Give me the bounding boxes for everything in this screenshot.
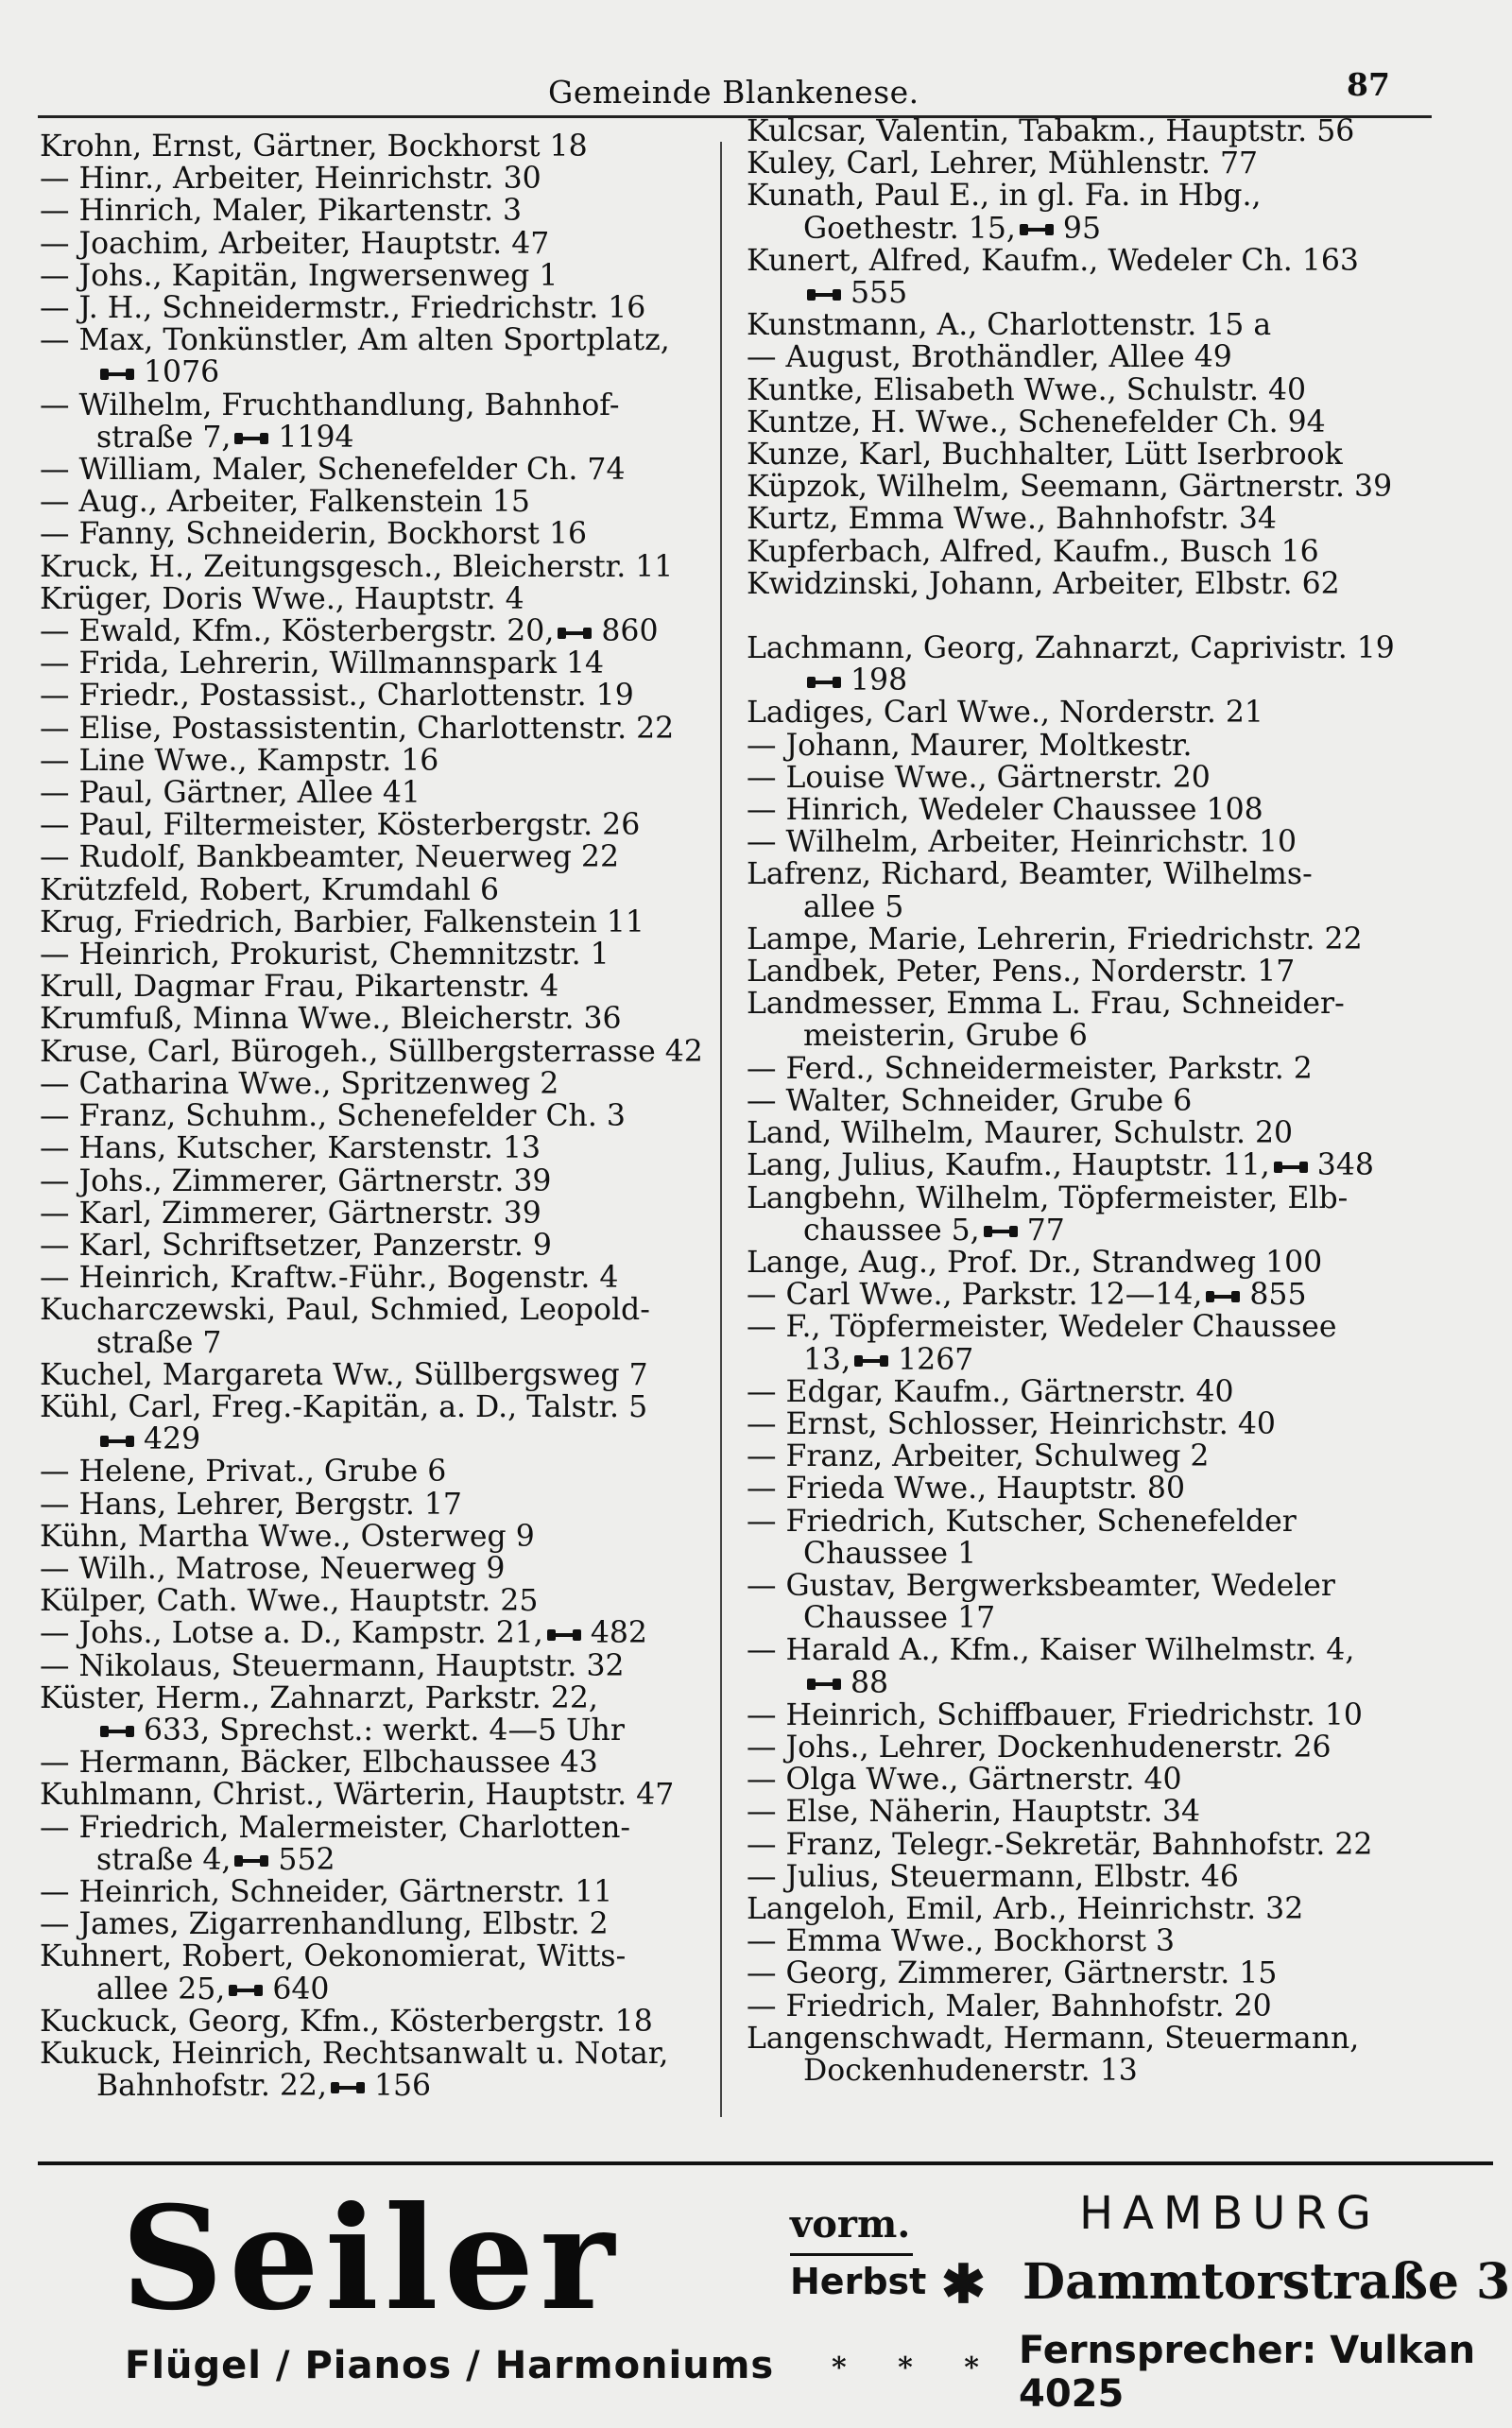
- ad-vorm-rule: [790, 2253, 913, 2256]
- entry-text: Kunert, Alfred, Kaufm., Wedeler Ch. 163: [747, 243, 1359, 278]
- entry-text: — Else, Näherin, Hauptstr. 34: [747, 1795, 1201, 1830]
- entry-text: — Johs., Zimmerer, Gärtnerstr. 39: [40, 1163, 552, 1198]
- directory-entry: [747, 115, 1493, 147]
- directory-entry: [40, 1553, 758, 1585]
- directory-entry: [747, 1925, 1493, 1957]
- directory-entry: [747, 1829, 1493, 1861]
- entry-text: — Joachim, Arbeiter, Hauptstr. 47: [40, 226, 550, 261]
- ad-city: HAMBURG: [1079, 2187, 1381, 2240]
- telephone-icon: [547, 1629, 581, 1641]
- directory-entry: [40, 1165, 758, 1197]
- entry-text: Küster, Herm., Zahnarzt, Parkstr. 22,: [40, 1680, 598, 1715]
- directory-entry: [40, 2006, 758, 2038]
- directory-entry: [747, 536, 1493, 568]
- entry-text: — Wilhelm, Arbeiter, Heinrichstr. 10: [747, 825, 1297, 860]
- entry-text: — Fanny, Schneiderin, Bockhorst 16: [40, 517, 588, 552]
- telephone-icon: [558, 628, 592, 639]
- directory-entry: [747, 406, 1493, 439]
- entry-text: — Friedrich, Malermeister, Charlotten-: [40, 1810, 631, 1845]
- directory-entry: [40, 228, 758, 260]
- directory-entry: [40, 486, 758, 518]
- entry-text: Krug, Friedrich, Barbier, Falkenstein 11: [40, 904, 644, 939]
- telephone-icon: [807, 677, 841, 688]
- entry-text: Landbek, Peter, Pens., Norderstr. 17: [747, 955, 1296, 990]
- entry-text: Kwidzinski, Johann, Arbeiter, Elbstr. 62: [747, 566, 1340, 601]
- entry-text: — Gustav, Bergwerksbeamter, Wedeler: [747, 1568, 1335, 1603]
- telephone-icon: [1020, 224, 1054, 235]
- directory-entry: [747, 1440, 1493, 1472]
- directory-entry: [747, 309, 1493, 341]
- directory-entry: [40, 615, 758, 647]
- telephone-icon: [234, 433, 268, 444]
- entry-text: — Frida, Lehrerin, Willmannspark 14: [40, 646, 605, 681]
- telephone-icon: [854, 1355, 888, 1367]
- entry-text: — Hans, Kutscher, Karstenstr. 13: [40, 1131, 541, 1166]
- telephone-icon: [807, 1679, 841, 1690]
- directory-entry: [747, 1796, 1493, 1828]
- directory-entry: [747, 1182, 1493, 1214]
- entry-text: Kuhlmann, Christ., Wärterin, Hauptstr. 47: [40, 1778, 675, 1813]
- telephone-number: 1267: [898, 1342, 974, 1377]
- directory-entry: [40, 195, 758, 227]
- entry-text: Küpzok, Wilhelm, Seemann, Gärtnerstr. 39: [747, 470, 1393, 505]
- directory-entry: [747, 277, 1493, 309]
- entry-text: Kuckuck, Georg, Kfm., Kösterbergstr. 18: [40, 2004, 653, 2039]
- directory-entry: [747, 1667, 1493, 1699]
- entry-text: — Elise, Postassistentin, Charlottenstr. 22: [40, 711, 675, 746]
- entry-text: Kupferbach, Alfred, Kaufm., Busch 16: [747, 534, 1319, 569]
- directory-entry: [747, 1731, 1493, 1764]
- directory-entry: [40, 1197, 758, 1230]
- entry-text: allee 25,: [96, 1972, 226, 2006]
- entry-text: Krumfuß, Minna Wwe., Bleicherstr. 36: [40, 1002, 622, 1037]
- entry-text: — Ernst, Schlosser, Heinrichstr. 40: [747, 1406, 1276, 1441]
- entry-text: — Aug., Arbeiter, Falkenstein 15: [40, 485, 530, 520]
- entry-text: — J. H., Schneidermstr., Friedrichstr. 16: [40, 291, 646, 326]
- directory-entry: [40, 809, 758, 841]
- entry-text: 88: [850, 1665, 889, 1700]
- directory-entry: [747, 147, 1493, 180]
- directory-entry: [40, 1036, 758, 1068]
- directory-entry: [747, 956, 1493, 988]
- section-gap: [747, 600, 1493, 632]
- directory-entry: [40, 1617, 758, 1649]
- directory-entry: [40, 906, 758, 938]
- directory-entry: [40, 971, 758, 1003]
- entry-text: — Emma Wwe., Bockhorst 3: [747, 1924, 1176, 1959]
- entry-text: — F., Töpfermeister, Wedeler Chaussee: [747, 1310, 1337, 1345]
- page-header: [0, 66, 1512, 113]
- entry-text: — William, Maler, Schenefelder Ch. 74: [40, 453, 626, 488]
- directory-entry: [40, 1327, 758, 1359]
- directory-entry: [747, 891, 1493, 923]
- entry-text: Kühn, Martha Wwe., Osterweg 9: [40, 1519, 535, 1554]
- entry-text: — Johs., Kapitän, Ingwersenweg 1: [40, 258, 558, 293]
- directory-entry: [40, 1876, 758, 1908]
- directory-entry: [40, 1714, 758, 1747]
- directory-entry: [40, 454, 758, 486]
- entry-text: Dockenhudenerstr. 13: [803, 2053, 1138, 2088]
- entry-text: — Carl Wwe., Parkstr. 12—14,: [747, 1278, 1203, 1313]
- entry-text: — Friedrich, Maler, Bahnhofstr. 20: [747, 1989, 1272, 2023]
- advertisement-rule: [38, 2161, 1493, 2165]
- directory-entry: [40, 2070, 758, 2102]
- directory-entry: [747, 1893, 1493, 1925]
- entry-text: — Catharina Wwe., Spritzenweg 2: [40, 1066, 559, 1101]
- directory-entry: [40, 1812, 758, 1844]
- directory-entry: [40, 1585, 758, 1617]
- entry-text: 1076: [144, 355, 220, 390]
- advertisement: [0, 2166, 1512, 2428]
- directory-entry: [40, 1682, 758, 1714]
- telephone-number: 156: [373, 2069, 432, 2104]
- entry-text: Kühl, Carl, Freg.-Kapitän, a. D., Talstr. 5: [40, 1389, 648, 1424]
- ad-phone: Fernsprecher: Vulkan 4025: [1019, 2329, 1476, 2416]
- directory-entry: [40, 1391, 758, 1423]
- directory-entry: [747, 2055, 1493, 2087]
- column-divider: [720, 142, 722, 2117]
- directory-entry: [747, 1149, 1493, 1181]
- entry-text: — Georg, Zimmerer, Gärtnerstr. 15: [747, 1956, 1278, 1991]
- entry-text: — Heinrich, Schneider, Gärtnerstr. 11: [40, 1874, 613, 1909]
- entry-text: — Hermann, Bäcker, Elbchaussee 43: [40, 1746, 598, 1781]
- ad-brand-name: Seiler: [121, 2176, 621, 2342]
- entry-text: 633, Sprechst.: werkt. 4—5 Uhr: [144, 1713, 625, 1748]
- entry-text: — Julius, Steuermann, Elbstr. 46: [747, 1859, 1239, 1894]
- telephone-number: 482: [590, 1616, 647, 1651]
- entry-text: — Johann, Maurer, Moltkestr.: [747, 728, 1193, 763]
- entry-text: Krohn, Ernst, Gärtner, Bockhorst 18: [40, 129, 588, 164]
- entry-text: Lafrenz, Richard, Beamter, Wilhelms-: [747, 857, 1313, 892]
- entry-text: Bahnhofstr. 22,: [96, 2069, 327, 2104]
- directory-entry: [747, 341, 1493, 373]
- directory-entry: [40, 583, 758, 615]
- directory-entry: [40, 324, 758, 356]
- entry-text: Lachmann, Georg, Zahnarzt, Caprivistr. 19: [747, 631, 1395, 666]
- directory-entry: [40, 1294, 758, 1326]
- telephone-icon: [100, 1436, 134, 1447]
- directory-entry: [747, 568, 1493, 600]
- entry-text: — Rudolf, Bankbeamter, Neuerweg 22: [40, 840, 620, 875]
- directory-entry: [40, 163, 758, 195]
- directory-entry: [747, 503, 1493, 535]
- directory-entry: [40, 389, 758, 422]
- ad-herbst-label: Herbst: [790, 2261, 927, 2302]
- entry-text: Krull, Dagmar Frau, Pikartenstr. 4: [40, 970, 559, 1005]
- directory-entry: [747, 439, 1493, 471]
- entry-text: Kuchel, Margareta Ww., Süllbergsweg 7: [40, 1357, 648, 1392]
- entry-text: Landmesser, Emma L. Frau, Schneider-: [747, 987, 1345, 1022]
- ad-star-icon: ✱: [941, 2253, 986, 2316]
- directory-entry: [40, 1100, 758, 1132]
- directory-entry: [747, 664, 1493, 697]
- entry-text: — Johs., Lotse a. D., Kampstr. 21,: [40, 1616, 543, 1651]
- directory-entry: [747, 1570, 1493, 1602]
- telephone-icon: [331, 2082, 365, 2093]
- directory-entry: [40, 680, 758, 712]
- telephone-icon: [984, 1226, 1018, 1237]
- entry-text: — Franz, Arbeiter, Schulweg 2: [747, 1439, 1210, 1474]
- entry-text: Langenschwadt, Hermann, Steuermann,: [747, 2021, 1360, 2056]
- directory-entry: [747, 988, 1493, 1020]
- directory-entry: [747, 730, 1493, 762]
- entry-text: Langeloh, Emil, Arb., Heinrichstr. 32: [747, 1891, 1304, 1926]
- entry-text: — Friedrich, Kutscher, Schenefelder: [747, 1504, 1297, 1539]
- page-title: Gemeinde Blankenese.: [548, 74, 919, 111]
- entry-text: — Paul, Filtermeister, Kösterbergstr. 26: [40, 808, 641, 843]
- directory-entry: [40, 874, 758, 906]
- directory-entry: [747, 794, 1493, 826]
- entry-text: allee 5: [803, 889, 904, 924]
- entry-text: Langbehn, Wilhelm, Töpfermeister, Elb-: [747, 1180, 1349, 1215]
- directory-entry: [747, 1376, 1493, 1408]
- directory-entry: [40, 1521, 758, 1553]
- directory-entry: [747, 1538, 1493, 1570]
- entry-text: Kukuck, Heinrich, Rechtsanwalt u. Notar,: [40, 2036, 669, 2071]
- entry-text: Kulcsar, Valentin, Tabakm., Hauptstr. 56: [747, 114, 1355, 148]
- entry-text: — Hinr., Arbeiter, Heinrichstr. 30: [40, 162, 541, 197]
- entry-text: — Louise Wwe., Gärtnerstr. 20: [747, 760, 1211, 795]
- entry-text: — Friedr., Postassist., Charlottenstr. 19: [40, 679, 634, 714]
- entry-text: — Helene, Privat., Grube 6: [40, 1455, 447, 1490]
- directory-entry: [747, 1602, 1493, 1634]
- entry-text: — Olga Wwe., Gärtnerstr. 40: [747, 1763, 1182, 1798]
- directory-entry: [40, 1132, 758, 1164]
- entry-text: — Franz, Schuhm., Schenefelder Ch. 3: [40, 1099, 626, 1134]
- entry-text: — Harald A., Kfm., Kaiser Wilhelmstr. 4,: [747, 1633, 1355, 1668]
- directory-entry: [40, 518, 758, 550]
- directory-entry: [40, 1262, 758, 1294]
- directory-entry: [747, 1085, 1493, 1117]
- directory-entry: [40, 841, 758, 873]
- directory-entry: [747, 1344, 1493, 1376]
- directory-entry: [40, 745, 758, 777]
- directory-entry: [40, 292, 758, 324]
- directory-entry: [747, 1699, 1493, 1731]
- entry-text: — August, Brothändler, Allee 49: [747, 340, 1232, 375]
- entry-text: straße 4,: [96, 1842, 232, 1877]
- directory-entry: [40, 938, 758, 971]
- directory-entry: [747, 632, 1493, 664]
- entry-text: Goethestr. 15,: [803, 211, 1016, 246]
- directory-entry: [40, 1359, 758, 1391]
- telephone-number: 860: [601, 614, 659, 649]
- entry-text: Land, Wilhelm, Maurer, Schulstr. 20: [747, 1116, 1294, 1151]
- entry-text: Kunath, Paul E., in gl. Fa. in Hbg.,: [747, 179, 1262, 214]
- entry-text: Kucharczewski, Paul, Schmied, Leopold-: [40, 1293, 650, 1328]
- telephone-number: 1194: [278, 420, 354, 455]
- entry-text: Kunze, Karl, Buchhalter, Lütt Iserbrook: [747, 438, 1343, 473]
- entry-text: Lang, Julius, Kaufm., Hauptstr. 11,: [747, 1148, 1270, 1183]
- entry-text: Kuntke, Elisabeth Wwe., Schulstr. 40: [747, 372, 1307, 407]
- directory-entry: [40, 356, 758, 388]
- entry-text: — Wilh., Matrose, Neuerweg 9: [40, 1551, 506, 1586]
- directory-entry: [40, 2038, 758, 2070]
- entry-text: — Edgar, Kaufm., Gärtnerstr. 40: [747, 1374, 1234, 1409]
- directory-entry: [747, 180, 1493, 212]
- directory-entry: [747, 1634, 1493, 1666]
- entry-text: Kurtz, Emma Wwe., Bahnhofstr. 34: [747, 502, 1277, 537]
- entry-text: 13,: [803, 1342, 851, 1377]
- ad-address: Dammtorstraße 3: [1022, 2253, 1511, 2311]
- directory-entry: [747, 1214, 1493, 1247]
- entry-text: Krüger, Doris Wwe., Hauptstr. 4: [40, 581, 524, 616]
- entry-text: — Walter, Schneider, Grube 6: [747, 1083, 1193, 1118]
- entry-text: — Johs., Lehrer, Dockenhudenerstr. 26: [747, 1730, 1332, 1765]
- entry-text: — Wilhelm, Fruchthandlung, Bahnhof-: [40, 387, 620, 422]
- entry-text: Kuhnert, Robert, Oekonomierat, Witts-: [40, 1939, 627, 1974]
- entry-text: — Hinrich, Maler, Pikartenstr. 3: [40, 194, 523, 229]
- directory-entry: [40, 1844, 758, 1876]
- directory-entry: [40, 1068, 758, 1100]
- entry-text: — Max, Tonkünstler, Am alten Sportplatz,: [40, 323, 670, 358]
- directory-entry: [40, 1973, 758, 2006]
- entry-text: 198: [850, 663, 908, 698]
- directory-entry: [40, 1747, 758, 1779]
- entry-text: Kruse, Carl, Bürogeh., Süllbergsterrasse 42: [40, 1034, 703, 1069]
- entry-text: Kunstmann, A., Charlottenstr. 15 a: [747, 308, 1272, 343]
- entry-text: Kuley, Carl, Lehrer, Mühlenstr. 77: [747, 146, 1259, 181]
- entry-text: Chaussee 1: [803, 1536, 977, 1571]
- directory-entry: [747, 1247, 1493, 1279]
- directory-entry: [747, 1990, 1493, 2023]
- entry-text: — Ewald, Kfm., Kösterbergstr. 20,: [40, 614, 555, 649]
- entry-text: Krützfeld, Robert, Krumdahl 6: [40, 872, 500, 907]
- ad-products: Flügel / Pianos / Harmoniums: [125, 2344, 775, 2387]
- directory-entry: [747, 1957, 1493, 1989]
- directory-entry: [40, 713, 758, 745]
- directory-entry: [747, 2023, 1493, 2055]
- directory-entry: [40, 647, 758, 680]
- telephone-icon: [100, 369, 134, 380]
- directory-entry: [747, 1408, 1493, 1440]
- entry-text: Kuntze, H. Wwe., Schenefelder Ch. 94: [747, 405, 1326, 439]
- directory-entry: [747, 858, 1493, 890]
- telephone-icon: [1274, 1162, 1308, 1173]
- telephone-icon: [1206, 1291, 1240, 1302]
- directory-entry: [747, 1506, 1493, 1538]
- directory-entry: [40, 1650, 758, 1682]
- directory-entry: [747, 697, 1493, 729]
- directory-entry: [40, 1423, 758, 1455]
- right-column: [747, 115, 1493, 2087]
- entry-text: — Hinrich, Wedeler Chaussee 108: [747, 793, 1263, 828]
- entry-text: chaussee 5,: [803, 1213, 980, 1248]
- directory-entry: [40, 1230, 758, 1262]
- directory-entry: [40, 1779, 758, 1811]
- directory-entry: [40, 777, 758, 809]
- left-column: [40, 130, 758, 2102]
- directory-entry: [747, 1861, 1493, 1893]
- telephone-number: 552: [278, 1842, 335, 1877]
- directory-entry: [747, 245, 1493, 277]
- entry-text: — Hans, Lehrer, Bergstr. 17: [40, 1487, 462, 1522]
- ad-separator-stars: * * *: [832, 2351, 1000, 2385]
- directory-entry: [40, 1003, 758, 1035]
- telephone-number: 95: [1062, 211, 1101, 246]
- directory-entry: [747, 471, 1493, 503]
- directory-entry: [747, 1117, 1493, 1149]
- directory-entry: [747, 213, 1493, 245]
- entry-text: — Karl, Schriftsetzer, Panzerstr. 9: [40, 1228, 552, 1263]
- directory-entry: [747, 1020, 1493, 1052]
- entry-text: Ladiges, Carl Wwe., Norderstr. 21: [747, 696, 1263, 731]
- entry-text: — Heinrich, Schiffbauer, Friedrichstr. 10: [747, 1697, 1363, 1732]
- directory-entry: [40, 130, 758, 163]
- entry-text: — Line Wwe., Kampstr. 16: [40, 743, 439, 778]
- directory-entry: [40, 1455, 758, 1488]
- entry-text: straße 7: [96, 1325, 222, 1360]
- entry-text: 555: [850, 276, 908, 311]
- directory-entry: [40, 551, 758, 583]
- entry-text: Chaussee 17: [803, 1601, 996, 1636]
- directory-entry: [40, 260, 758, 292]
- entry-text: — Frieda Wwe., Hauptstr. 80: [747, 1472, 1186, 1507]
- telephone-number: 77: [1026, 1213, 1065, 1248]
- directory-entry: [747, 374, 1493, 406]
- directory-entry: [40, 1940, 758, 1972]
- directory-entry: [747, 826, 1493, 858]
- telephone-icon: [100, 1726, 134, 1737]
- entry-text: Lange, Aug., Prof. Dr., Strandweg 100: [747, 1245, 1323, 1280]
- directory-entry: [40, 1489, 758, 1521]
- directory-entry: [747, 1311, 1493, 1343]
- directory-entry: [747, 1472, 1493, 1505]
- entry-text: Külper, Cath. Wwe., Hauptstr. 25: [40, 1584, 539, 1619]
- entry-text: Kruck, H., Zeitungsgesch., Bleicherstr. 11: [40, 549, 674, 584]
- entry-text: — Paul, Gärtner, Allee 41: [40, 776, 421, 811]
- directory-entry: [747, 923, 1493, 956]
- ad-vorm-label: vorm.: [790, 2202, 911, 2247]
- entry-text: — Nikolaus, Steuermann, Hauptstr. 32: [40, 1648, 625, 1683]
- entry-text: — Franz, Telegr.-Sekretär, Bahnhofstr. 22: [747, 1827, 1373, 1862]
- directory-entry: [747, 1764, 1493, 1796]
- directory-entry: [747, 1053, 1493, 1085]
- directory-entry: [747, 762, 1493, 794]
- entry-text: — Ferd., Schneidermeister, Parkstr. 2: [747, 1051, 1313, 1086]
- directory-entry: [40, 422, 758, 454]
- entry-text: — Heinrich, Kraftw.-Führ., Bogenstr. 4: [40, 1261, 619, 1296]
- entry-text: — Heinrich, Prokurist, Chemnitzstr. 1: [40, 938, 610, 973]
- entry-text: — James, Zigarrenhandlung, Elbstr. 2: [40, 1907, 609, 1942]
- telephone-number: 640: [272, 1972, 330, 2006]
- telephone-number: 855: [1249, 1278, 1307, 1313]
- telephone-icon: [229, 1985, 263, 1996]
- telephone-number: 348: [1316, 1148, 1374, 1183]
- entry-text: — Karl, Zimmerer, Gärtnerstr. 39: [40, 1196, 541, 1231]
- telephone-icon: [234, 1855, 268, 1867]
- directory-entry: [747, 1279, 1493, 1311]
- telephone-icon: [807, 289, 841, 301]
- page-number: 87: [1347, 66, 1390, 103]
- entry-text: straße 7,: [96, 420, 232, 455]
- entry-text: meisterin, Grube 6: [803, 1019, 1088, 1054]
- entry-text: 429: [144, 1422, 201, 1457]
- directory-entry: [40, 1908, 758, 1940]
- entry-text: Lampe, Marie, Lehrerin, Friedrichstr. 22: [747, 921, 1363, 956]
